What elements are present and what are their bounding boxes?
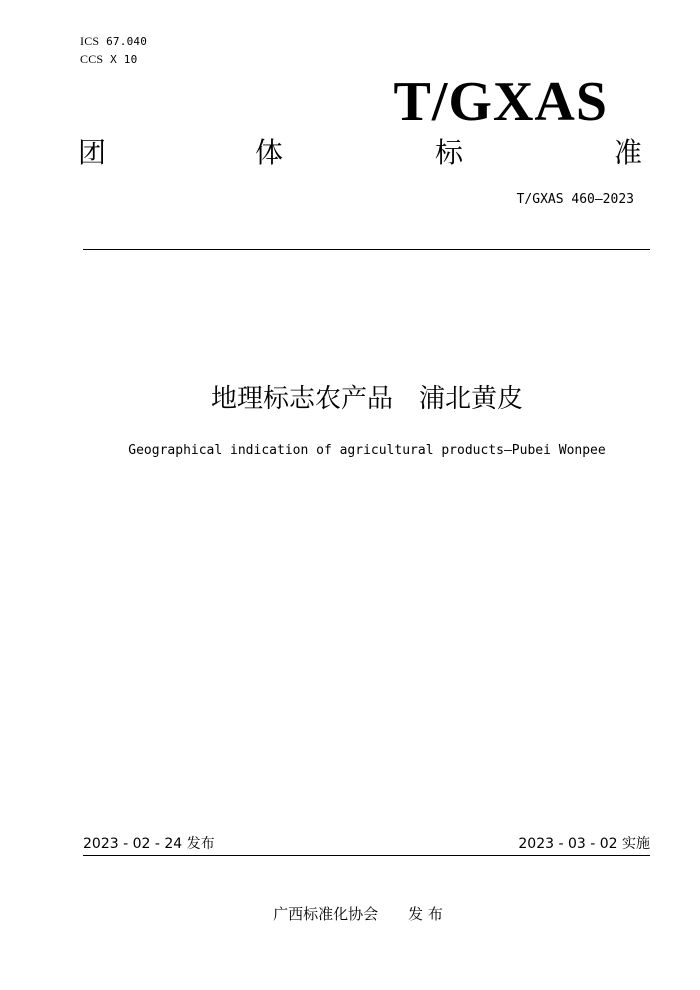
ccs-code xyxy=(80,52,137,67)
standard-logo: T/GXAS xyxy=(393,71,608,133)
ccs-label: CCS xyxy=(80,52,104,66)
org-type-char-1: 团 xyxy=(78,136,107,169)
ics-label: ICS xyxy=(80,34,100,48)
implementation-date: 2023 - 03 - 02 实施 xyxy=(518,836,650,852)
publisher: 广西标准化协会 发 布 xyxy=(273,905,443,923)
footer-divider xyxy=(83,855,650,856)
ics-value: 67.040 xyxy=(106,35,148,48)
issue-date: 2023 - 02 - 24 发布 xyxy=(83,836,215,852)
standard-number: T/GXAS 460—2023 xyxy=(516,192,634,207)
ics-code xyxy=(80,34,147,49)
org-type-char-2: 体 xyxy=(255,136,284,169)
org-type-char-4: 准 xyxy=(614,136,643,169)
ccs-value: X 10 xyxy=(110,53,138,66)
document-title-zh: 地理标志农产品 浦北黄皮 xyxy=(210,384,523,414)
header-divider xyxy=(83,249,650,250)
document-title-en: Geographical indication of agricultural products—Pubei Wonpee xyxy=(128,443,606,458)
org-type-char-3: 标 xyxy=(435,136,464,169)
